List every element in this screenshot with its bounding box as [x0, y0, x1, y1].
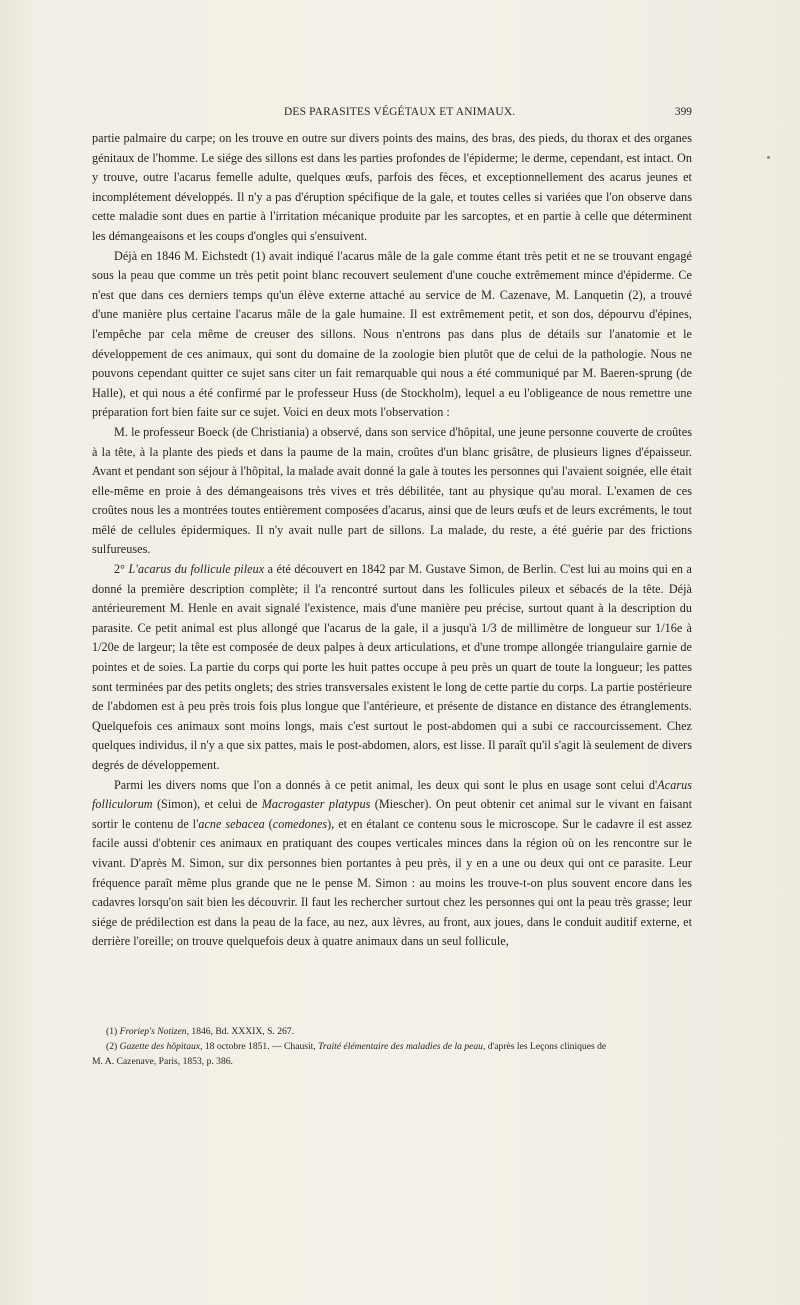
footnote-1-marker: (1) — [106, 1026, 120, 1037]
footnote-2-text-a: , 18 octobre 1851. — Chausit, — [200, 1041, 319, 1053]
footnote-2-marker: (2) — [106, 1041, 120, 1053]
paragraph-5-term-1: Acarus folliculorum — [92, 777, 692, 812]
footnote-1 — [92, 1024, 692, 1039]
footnote-2-text-b: , d'après les Leçons cliniques de — [482, 1041, 607, 1053]
paragraph-5-text-e: ), et en étalant ce contenu sous le microscope. Sur le cadavre il est assez facile aussi d'obtenir ces animaux en pratiquant des coupes verticales minces dans la région où on les rencontre sur le vivant. D'après M. Simon, sur dix personnes bien portantes à peu près, il y en a une ou deux qui ont ce parasite. Leur fréquence paraît même plus grande que ne le pense M. Simon : au moins les trouve-t-on plus souvent encore dans les cadavres lorsqu'on sait bien les découvrir. Il faut les rechercher surtout chez les personnes qui ont la peau très grasse; leur siége de prédilection est dans la peau de la face, au nez, aux lèvres, au front, aux joues, dans le conduit auditif externe, et derrière l'oreille; on trouve quelquefois deux à quatre animaux dans un seul follicule, — [92, 816, 692, 949]
paragraph-1: partie palmaire du carpe; on les trouve en outre sur divers points des mains, des bras, des pieds, du thorax et des organes génitaux de l'homme. Le siége des sillons est dans les parties profondes de l'épiderme; le derme, cependant, est intact. On y trouve, outre l'acarus femelle adulte, quelques œufs, parfois des fèces, et exceptionnellement des acarus jeunes et incomplétement développés. Il n'y a pas d'éruption spécifique de la gale, et toutes celles si variées que l'on observe dans cette maladie sont dues en partie à l'irritation mécanique produite par les sarcoptes, et en partie à celle que déterminent les démangeaisons et les coups d'ongles qui s'ensuivent. — [92, 131, 692, 243]
paragraph-4-number: 2° — [114, 562, 129, 577]
running-title: DES PARASITES VÉGÉTAUX ET ANIMAUX. — [284, 106, 516, 118]
paragraph-4-text: a été découvert en 1842 par M. Gustave Simon, de Berlin. C'est lui au moins qui en a donné la première description complète; il l'a rencontré surtout dans les follicules pileux et sébacés de la tête. Déjà antérieurement M. Henle en avait signalé l'existence, mais d'une manière peu précise, surtout quant à la description du parasite. Ce petit animal est plus allongé que l'acarus de la gale, il a jusqu'à 1/3 de millimètre de longueur sur 1/16e à 1/20e de largeur; la tête est composée de deux palpes à deux articulations, et d'une trompe allongée triangulaire garnie de pointes et de soies. La partie du corps qui porte les huit pattes occupe à peu près un quart de toute la longueur; les pattes sont terminées par des petits onglets; des stries transversales existent le long de cette partie du corps. La partie postérieure de l'abdomen est à peu près trois fois plus longue que l'antérieure, et présente de distance en distance des étranglements. Quelquefois ces animaux sont moins longs, mais c'est surtout le post-abdomen qui a subi ce raccourcissement. Chez quelques individus, il n'y a que six pattes, mais le post-abdomen, alors, est lisse. Il paraît qu'il s'agit là seulement de divers degrés de développement. — [92, 562, 692, 772]
footnote-2-title-1: Gazette des hôpitaux — [119, 1041, 201, 1053]
footnote-2 — [92, 1039, 692, 1054]
margin-speck — [767, 156, 770, 159]
paragraph-5-text-a: Parmi les divers noms que l'on a donnés à ce petit animal, les deux qui sont le plus en usage sont celui d' — [114, 777, 658, 792]
footnote-2-continuation: M. A. Cazenave, Paris, 1853, p. 386. — [92, 1056, 233, 1068]
paragraph-3: M. le professeur Boeck (de Christiania) a observé, dans son service d'hôpital, une jeune personne couverte de croûtes à la tête, à la plante des pieds et dans la paume de la main, croûtes d'un blanc grisâtre, de plusieurs lignes d'épaisseur. Avant et pendant son séjour à l'hôpital, la malade avait donné la gale à toutes les personnes qui l'avaient soignée, elle était elle-même en proie à des démangeaisons très vives et très débilitée, tant au physique qu'au moral. L'examen de ces croûtes nous les a montrées toutes entièrement composées d'acarus, ainsi que de leurs œufs et de leurs excréments, le tout mêlé de cellules épidermiques. Il n'y avait nulle part de sillons. La malade, du reste, a été guérie par des frictions sulfureuses. — [92, 424, 692, 557]
paragraph-5-term-4: comedones — [272, 816, 328, 831]
paragraph-5-term-3: acne sebacea — [198, 816, 265, 831]
footnote-1-title: Froriep's Notizen — [119, 1026, 187, 1037]
page-number: 399 — [674, 106, 692, 118]
paragraph-4 — [92, 560, 692, 776]
paragraph-5-text-d: ( — [264, 816, 273, 831]
paragraph-4-term: L'acarus du follicule pileux — [128, 562, 265, 577]
paragraph-5-text-b: (Simon), et celui de — [152, 797, 262, 812]
paragraph-5-text-c: (Miescher). On peut obtenir cet animal sur le vivant en faisant sortir le contenu de l' — [92, 797, 692, 831]
main-text — [92, 129, 692, 952]
footnotes — [92, 1024, 692, 1070]
paragraph-2: Déjà en 1846 M. Eichstedt (1) avait indiqué l'acarus mâle de la gale comme étant très petit et ne se trouvant engagé sous la peau que comme un très petit point blanc recouvert seulement d'une couche extrêmement mince d'épiderme. Ce n'est que dans ces derniers temps qu'un élève externe attaché au service de M. Cazenave, M. Lanquetin (2), a trouvé d'une manière plus certaine l'acarus mâle de la gale humaine. Il est extrêmement petit, et son dos, dépourvu d'épines, l'empêche par cela même de creuser des sillons. Nous n'entrons pas dans plus de détails sur l'anatomie et le développement de ces animaux, qui sont du domaine de la zoologie bien plutôt que de celui de la pathologie. Nous ne pouvons cependant quitter ce sujet sans citer un fait remarquable qui nous a été communiqué par M. Baeren-sprung (de Halle), et qui nous a été confirmé par le professeur Huss (de Stockholm), lequel a eu l'obligeance de nous remettre une préparation fort bien faite sur ce sujet. Voici en deux mots l'observation : — [92, 248, 692, 420]
footnote-1-text: , 1846, Bd. XXXIX, S. 267. — [186, 1026, 294, 1037]
paragraph-5 — [92, 776, 692, 952]
paragraph-5-term-2: Macrogaster platypus — [261, 797, 371, 812]
page-header — [92, 106, 692, 124]
footnote-2-title-2: Traité élémentaire des maladies de la peau — [318, 1041, 483, 1053]
